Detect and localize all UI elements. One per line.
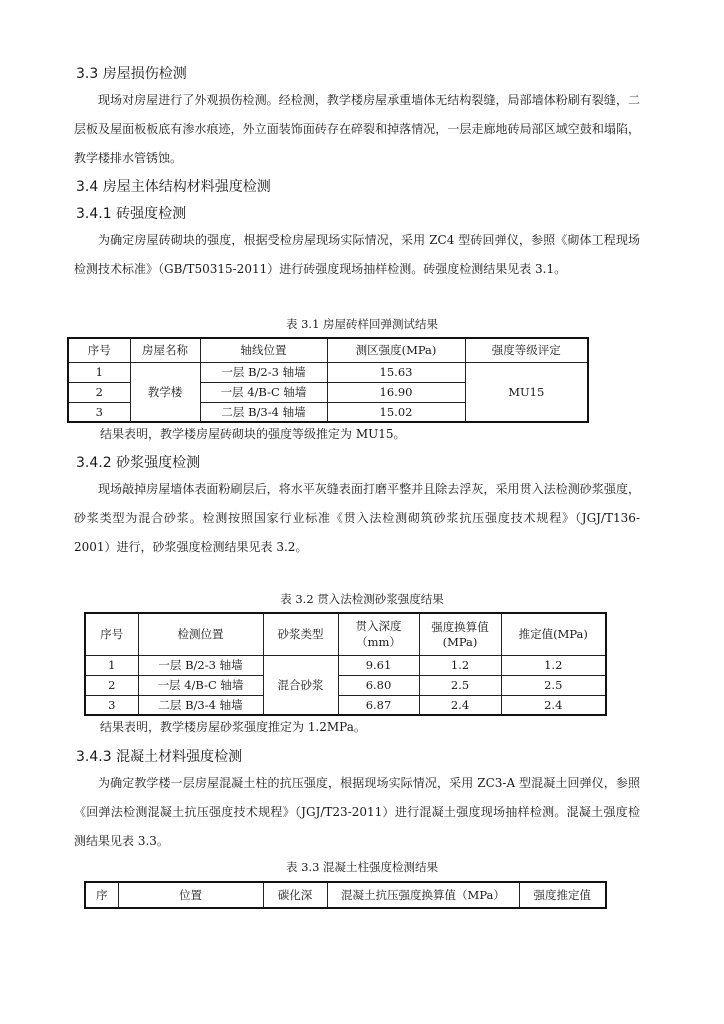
- row-number: 2: [85, 675, 138, 695]
- header-cell: 强度推定值: [519, 882, 606, 908]
- test-location: 一层 4/B-C 轴墙: [138, 675, 263, 695]
- section-3-4-1-heading: 3.4.1 砖强度检测: [76, 206, 187, 222]
- strength-value: 15.02: [327, 402, 465, 422]
- section-3-3-paragraph: 现场对房屋进行了外观损伤检测。经检测，教学楼房屋承重墙体无结构裂缝，局部墙体粉刷有裂缝，二层板及屋面板板底有渗水痕迹，外立面装饰面砖存在碎裂和掉落情况，一层走廊地砖局部区域空鼓和塌陷，教学楼排水管锈蚀。: [74, 93, 640, 165]
- header-conv-unit: (MPa): [442, 635, 478, 650]
- table-3-3-caption: 表 3.3 混凝土柱强度检测结果: [285, 860, 439, 874]
- axis-location: 一层 B/2-3 轴墙: [200, 362, 327, 382]
- header-cell: 轴线位置: [200, 338, 327, 362]
- strength-grade: MU15: [465, 362, 588, 422]
- header-cell: 推定值(MPa): [501, 613, 606, 655]
- header-depth-unit: （mm）: [356, 635, 401, 650]
- header-cell: 检测位置: [138, 613, 263, 655]
- converted-strength: 2.5: [419, 675, 501, 695]
- test-location: 一层 B/2-3 轴墙: [138, 655, 263, 675]
- penetration-depth: 6.87: [338, 695, 419, 715]
- table-row: [85, 675, 606, 695]
- section-3-4-2-paragraph: 现场敲掉房屋墙体表面粉刷层后，将水平灰缝表面打磨平整并且除去浮灰，采用贯入法检测砂浆强度，砂浆类型为混合砂浆。检测按照国家行业标准《贯入法检测砌筑砂浆抗压强度技术规程》（JGJ/T136-2001）进行，砂浆强度检测结果见表 3.2。: [74, 482, 640, 554]
- table-row: [85, 655, 606, 675]
- header-cell: 序号: [68, 338, 130, 362]
- row-number: 2: [68, 382, 130, 402]
- building-name: 教学楼: [130, 362, 200, 422]
- table-row: [85, 695, 606, 715]
- row-number: 3: [68, 402, 130, 422]
- test-location: 二层 B/3-4 轴墙: [138, 695, 263, 715]
- strength-value: 16.90: [327, 382, 465, 402]
- section-3-4-1-paragraph: 为确定房屋砖砌块的强度，根据受检房屋现场实际情况，采用 ZC4 型砖回弹仪，参照《砌体工程现场检测技术标准》（GB/T50315-2011）进行砖强度现场抽样检测。砖强度检测结果见表 3.1。: [74, 233, 640, 276]
- table-row: [68, 362, 588, 382]
- header-cell: 碳化深: [263, 882, 327, 908]
- row-number: 1: [85, 655, 138, 675]
- penetration-depth: 6.80: [338, 675, 419, 695]
- penetration-depth: 9.61: [338, 655, 419, 675]
- header-cell: 序号: [85, 613, 138, 655]
- header-cell: 混凝土抗压强度换算值（MPa）: [327, 882, 519, 908]
- table-3-2-note: 结果表明，教学楼房屋砂浆强度推定为 1.2MPa。: [100, 720, 366, 734]
- table-header-row: [85, 882, 606, 908]
- mortar-type: 混合砂浆: [263, 655, 338, 715]
- header-depth: 贯入深度: [355, 619, 402, 634]
- estimated-strength: 2.4: [501, 695, 606, 715]
- table-3-3: [84, 881, 607, 909]
- section-3-4-3-paragraph: 为确定教学楼一层房屋混凝土柱的抗压强度，根据现场实际情况，采用 ZC3-A 型混凝土回弹仪，参照《回弹法检测混凝土抗压强度技术规程》（JGJ/T23-2011）进行混凝土强度现场抽样检测。混凝土强度检测结果见表 3.3。: [74, 776, 640, 848]
- table-header-row: [68, 338, 588, 362]
- header-cell: 位置: [118, 882, 263, 908]
- header-cell: [338, 613, 419, 655]
- header-conv: 强度换算值: [431, 620, 489, 635]
- converted-strength: 1.2: [419, 655, 501, 675]
- row-number: 1: [68, 362, 130, 382]
- section-3-3-heading: 3.3 房屋损伤检测: [76, 66, 187, 82]
- estimated-strength: 2.5: [501, 675, 606, 695]
- section-3-4-2-heading: 3.4.2 砂浆强度检测: [76, 455, 201, 471]
- strength-value: 15.63: [327, 362, 465, 382]
- header-cell: 序: [85, 882, 118, 908]
- estimated-strength: 1.2: [501, 655, 606, 675]
- table-3-1: [67, 337, 589, 423]
- section-3-4-heading: 3.4 房屋主体结构材料强度检测: [76, 179, 271, 195]
- table-3-1-note: 结果表明，教学楼房屋砖砌块的强度等级推定为 MU15。: [100, 427, 406, 441]
- converted-strength: 2.4: [419, 695, 501, 715]
- table-3-2: [84, 612, 607, 716]
- header-cell: 房屋名称: [130, 338, 200, 362]
- table-3-2-caption: 表 3.2 贯入法检测砂浆强度结果: [280, 592, 444, 606]
- table-3-1-caption: 表 3.1 房屋砖样回弹测试结果: [285, 317, 439, 331]
- header-cell: 强度等级评定: [465, 338, 588, 362]
- row-number: 3: [85, 695, 138, 715]
- header-cell: 砂浆类型: [263, 613, 338, 655]
- axis-location: 二层 B/3-4 轴墙: [200, 402, 327, 422]
- header-cell: 测区强度(MPa): [327, 338, 465, 362]
- section-3-4-3-heading: 3.4.3 混凝土材料强度检测: [76, 749, 243, 765]
- header-cell: [419, 613, 501, 655]
- axis-location: 一层 4/B-C 轴墙: [200, 382, 327, 402]
- table-header-row: [85, 613, 606, 655]
